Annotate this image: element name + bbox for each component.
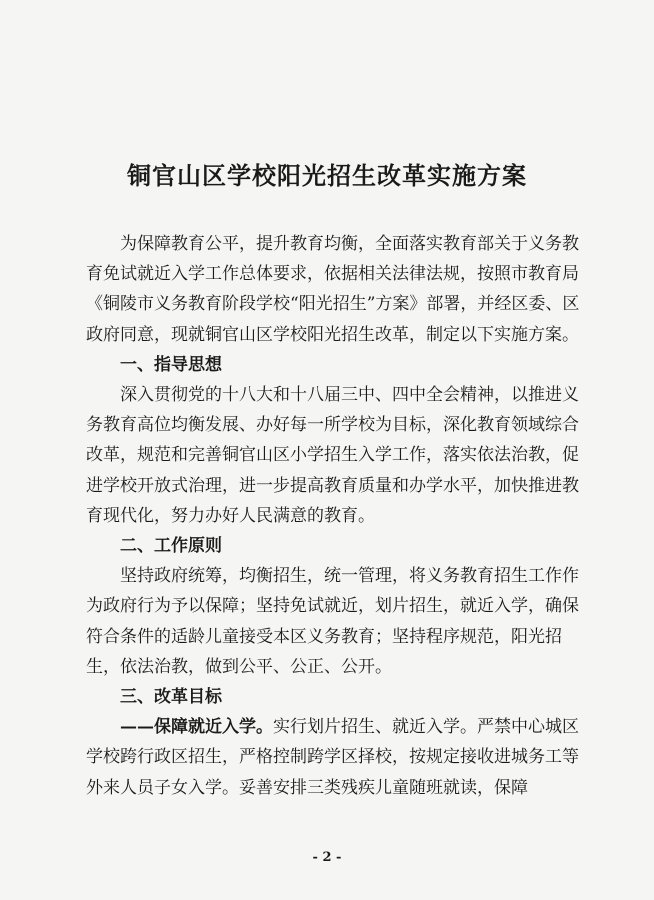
document-title: 铜官山区学校阳光招生改革实施方案 — [127, 161, 527, 190]
intro-paragraph: 为保障教育公平，提升教育均衡，全面落实教育部关于义务教育免试就近入学工作总体要求，依据相关法律法规，按照市教育局《铜陵市义务教育阶段学校“阳光招生”方案》部署，并经区委、区政府同意，现就铜官山区学校阳光招生改革，制定以下实施方案。 — [86, 234, 580, 345]
page-number: - 2 - — [312, 850, 342, 865]
section-heading-work-principles: 二、工作原则 — [120, 536, 222, 557]
section-paragraph-reform-goals — [86, 712, 586, 803]
section-heading-reform-goals: 三、改革目标 — [120, 687, 222, 708]
section-paragraph-guiding-ideology: 深入贯彻党的十八大和十八届三中、四中全会精神，以推进义务教育高位均衡发展、办好每一所学校为目标，深化教育领域综合改革，规范和完善铜官山区小学招生入学工作，落实依法治教，促进学校开放式治理，进一步提高教育质量和办学水平，加快推进教育现代化，努力办好人民满意的教育。 — [86, 385, 579, 526]
reform-goal-lead: ——保障就近入学。 — [120, 717, 273, 738]
reform-goal-text: 实行划片招生、就近入学。严禁中心城区学校跨行政区招生，严格控制跨学区择校，按规定接收进城务工等外来人员子女入学。妥善安排三类残疾儿童随班就读，保障 — [86, 717, 579, 798]
document-body — [86, 229, 586, 803]
section-heading-guiding-ideology: 一、指导思想 — [120, 354, 222, 375]
section-paragraph-work-principles: 坚持政府统筹，均衡招生，统一管理，将义务教育招生工作作为政府行为予以保障；坚持免试就近，划片招生，就近入学，确保符合条件的适龄儿童接受本区义务教育；坚持程序规范，阳光招生，依法治教，做到公平、公正、公开。 — [86, 566, 579, 677]
